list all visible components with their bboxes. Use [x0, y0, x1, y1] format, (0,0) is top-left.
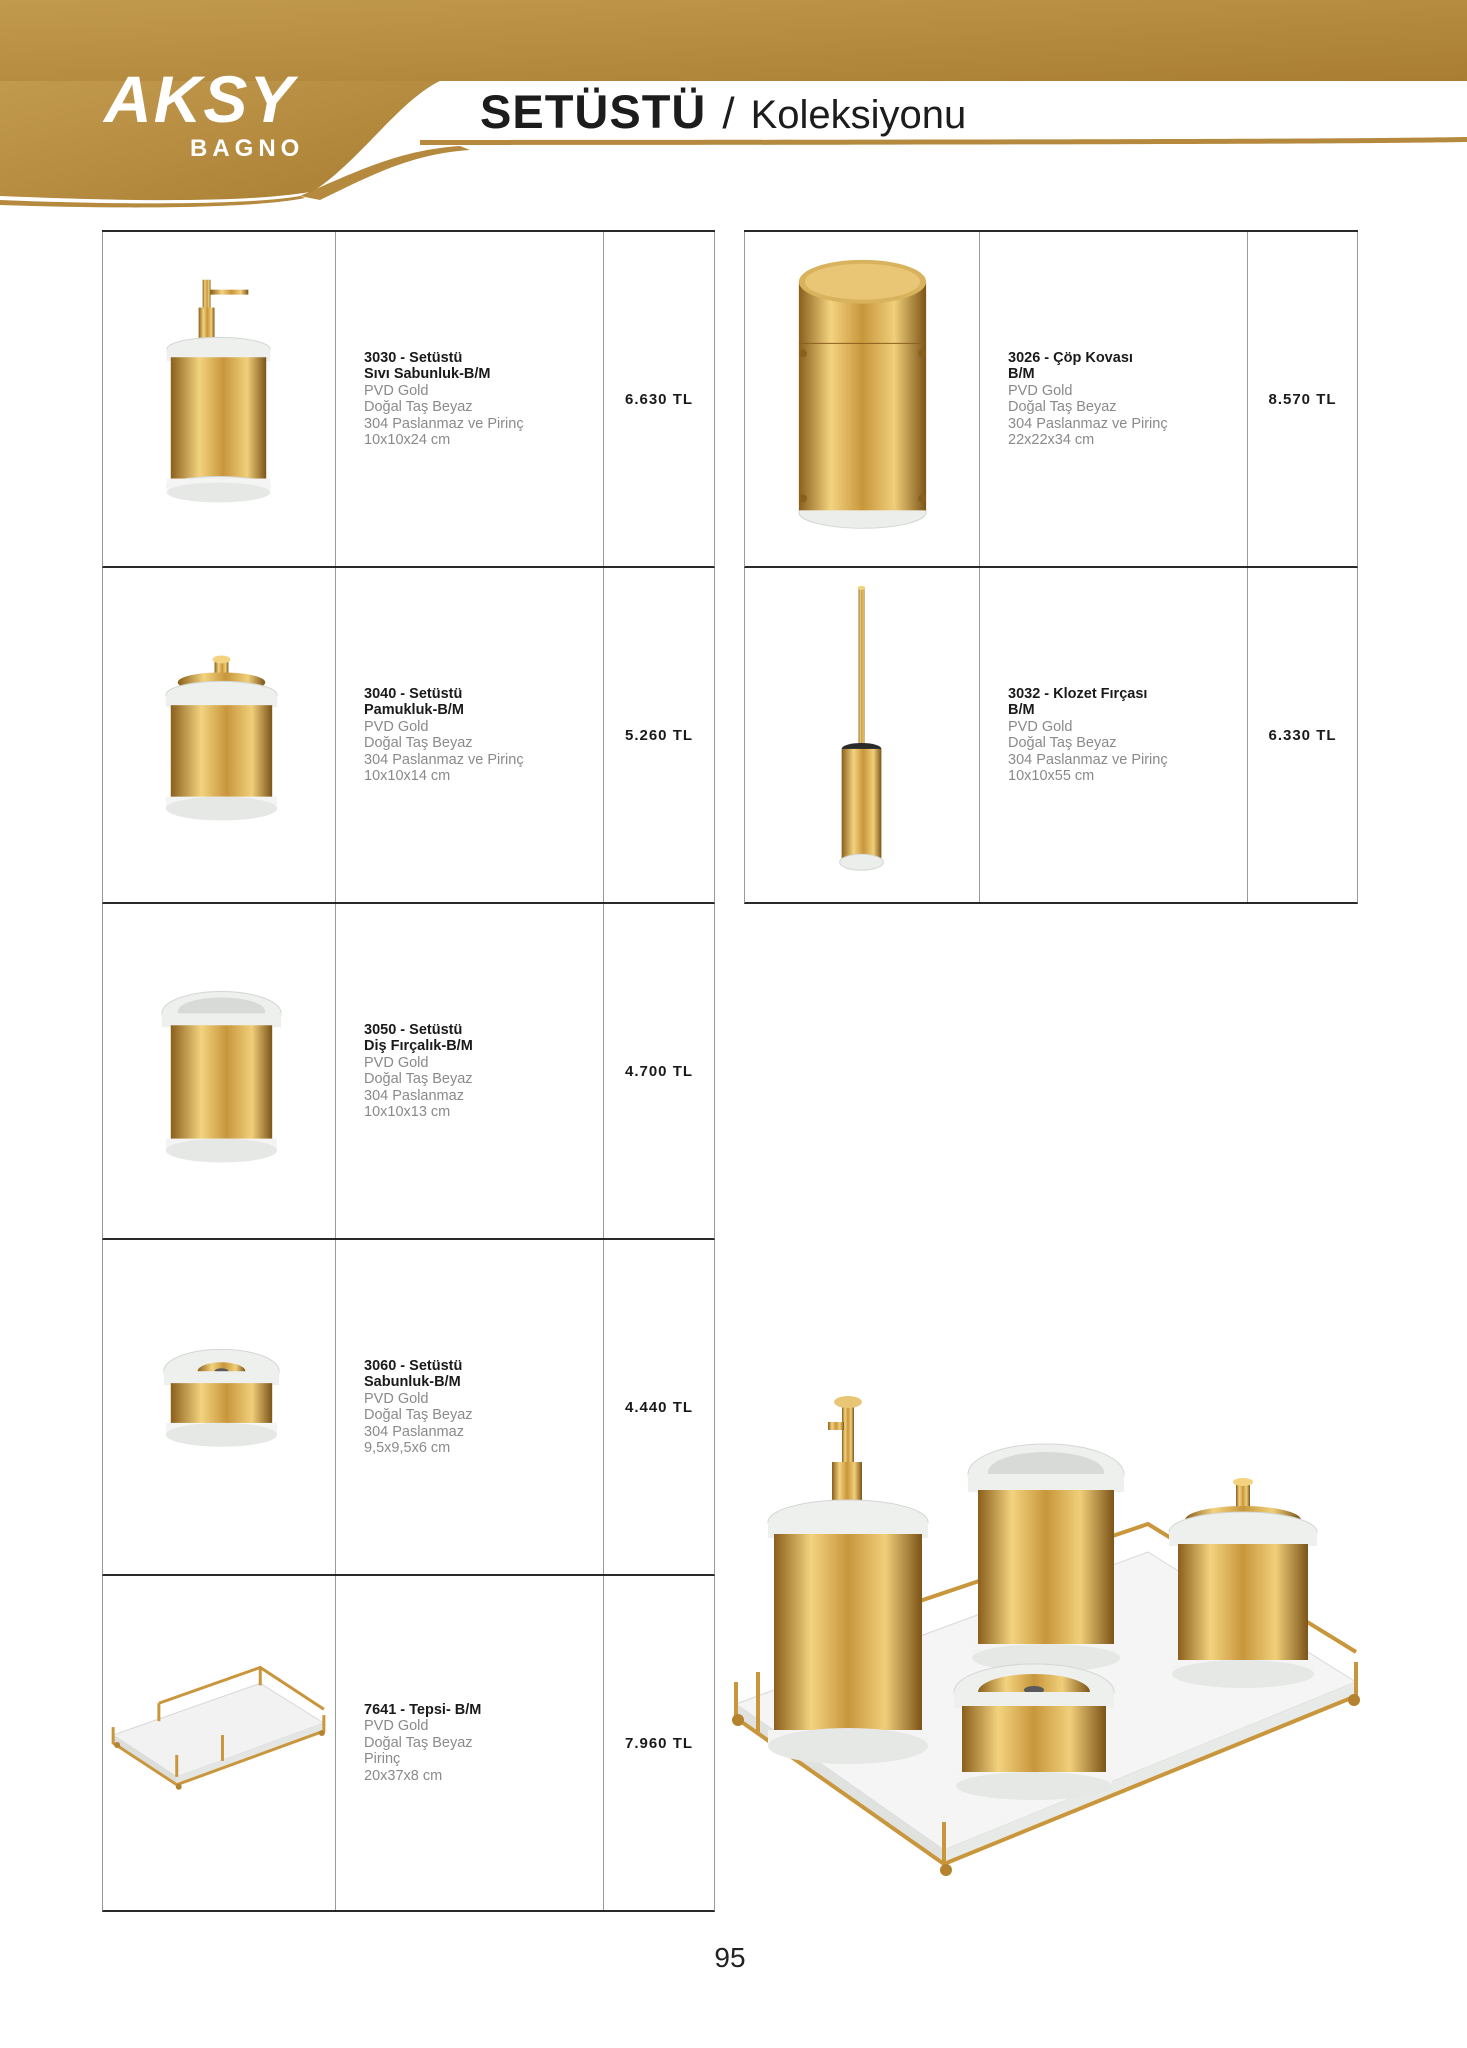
product-material: 304 Paslanmaz ve Pirinç [364, 415, 524, 432]
product-info-cell [336, 904, 604, 1238]
product-info [364, 1576, 481, 1910]
product-price: 5.260 TL [624, 726, 694, 744]
product-info-cell [336, 1576, 604, 1910]
product-info-cell [336, 232, 604, 566]
product-code-name: 3030 - Setüstü [364, 349, 463, 366]
collection-title: SETÜSTÜ [480, 85, 707, 138]
product-dimensions: 10x10x14 cm [364, 768, 451, 784]
product-info-cell [336, 1240, 604, 1574]
product-stone: Doğal Taş Beyaz [364, 1734, 473, 1751]
product-material: 304 Paslanmaz ve Pirinç [1008, 751, 1168, 768]
product-code-name: 3026 - Çöp Kovası [1008, 349, 1133, 366]
product-row [102, 232, 715, 568]
left-product-table [102, 230, 715, 1912]
product-finish: PVD Gold [364, 718, 429, 735]
product-stone: Doğal Taş Beyaz [364, 399, 473, 415]
collection-set-image [728, 1382, 1368, 1922]
product-dimensions: 20x37x8 cm [364, 1767, 443, 1784]
product-stone: Doğal Taş Beyaz [364, 735, 473, 751]
product-finish: PVD Gold [1008, 382, 1073, 399]
product-material: 304 Paslanmaz ve Pirinç [364, 751, 524, 768]
soap-dish-icon [103, 1240, 335, 1574]
product-finish: PVD Gold [364, 382, 429, 399]
product-info-cell [980, 568, 1248, 902]
product-name: B/M [1008, 366, 1035, 382]
product-price: 6.330 TL [1268, 726, 1337, 744]
product-dimensions: 22x22x34 cm [1008, 432, 1095, 448]
product-info [364, 232, 524, 566]
brand-sub: BAGNO [190, 135, 305, 162]
product-dimensions: 10x10x24 cm [364, 432, 451, 448]
trash-bin-icon [745, 232, 979, 566]
product-price-cell [1248, 232, 1357, 566]
product-price: 4.700 TL [624, 1062, 694, 1080]
product-info [1008, 232, 1168, 566]
product-info [364, 568, 524, 902]
product-price-cell [604, 1576, 714, 1910]
product-finish: PVD Gold [364, 1390, 429, 1407]
product-stone: Doğal Taş Beyaz [364, 1071, 473, 1087]
product-price-cell [604, 904, 714, 1238]
product-code-name: 3060 - Setüstü [364, 1357, 463, 1374]
product-image-cell [103, 1240, 336, 1574]
product-row [102, 904, 715, 1240]
product-price: 6.630 TL [624, 390, 694, 408]
product-finish: PVD Gold [364, 1054, 429, 1071]
soap-dispenser-icon [103, 232, 335, 566]
product-name: Sıvı Sabunluk-B/M [364, 366, 491, 382]
product-name: B/M [1008, 702, 1035, 718]
product-info [1008, 568, 1168, 902]
product-price-cell [604, 232, 714, 566]
product-price-cell [604, 1240, 714, 1574]
product-row [102, 1240, 715, 1576]
product-code-name: 3032 - Klozet Fırçası [1008, 685, 1148, 702]
product-code-name: 7641 - Tepsi- B/M [364, 1701, 482, 1718]
product-dimensions: 10x10x55 cm [1008, 768, 1095, 784]
product-material: 304 Paslanmaz ve Pirinç [1008, 415, 1168, 432]
product-price: 8.570 TL [1268, 390, 1337, 408]
product-row [744, 568, 1358, 904]
product-material: 304 Paslanmaz [364, 1087, 464, 1104]
product-info [364, 904, 473, 1238]
product-code-name: 3040 - Setüstü [364, 685, 463, 702]
product-row [102, 568, 715, 904]
product-stone: Doğal Taş Beyaz [1008, 399, 1117, 415]
product-price: 4.440 TL [624, 1398, 694, 1416]
product-material: 304 Paslanmaz [364, 1423, 464, 1440]
product-stone: Doğal Taş Beyaz [364, 1407, 473, 1423]
product-info [364, 1240, 473, 1574]
brand-logo [104, 62, 344, 176]
toothbrush-holder-icon [103, 904, 335, 1238]
product-price-cell [604, 568, 714, 902]
product-row [102, 1576, 715, 1912]
product-image-cell [745, 232, 980, 566]
brand-name: AKSY [104, 62, 296, 136]
title-separator: / [722, 89, 735, 138]
right-product-table [744, 230, 1358, 902]
page-number: 95 [714, 1942, 746, 1973]
cotton-jar-icon [103, 568, 335, 902]
product-row [744, 232, 1358, 568]
product-name: Pamukluk-B/M [364, 702, 464, 718]
product-image-cell [103, 904, 336, 1238]
product-image-cell [103, 568, 336, 902]
product-image-cell [103, 1576, 336, 1910]
product-material: Pirinç [364, 1751, 401, 1768]
product-info-cell [980, 232, 1248, 566]
toilet-brush-icon [745, 568, 979, 902]
product-finish: PVD Gold [1008, 718, 1073, 735]
product-code-name: 3050 - Setüstü [364, 1021, 463, 1038]
product-name: Diş Fırçalık-B/M [364, 1038, 473, 1054]
product-dimensions: 9,5x9,5x6 cm [364, 1440, 451, 1456]
product-image-cell [745, 568, 980, 902]
product-price: 7.960 TL [624, 1734, 694, 1752]
product-price-cell [1248, 568, 1357, 902]
product-dimensions: 10x10x13 cm [364, 1104, 451, 1120]
tray-icon [103, 1576, 335, 1910]
product-image-cell [103, 232, 336, 566]
product-stone: Doğal Taş Beyaz [1008, 735, 1117, 751]
product-name: Sabunluk-B/M [364, 1374, 461, 1390]
product-info-cell [336, 568, 604, 902]
collection-subtitle: Koleksiyonu [750, 93, 967, 137]
product-finish: PVD Gold [364, 1718, 429, 1735]
page-title [480, 84, 966, 144]
